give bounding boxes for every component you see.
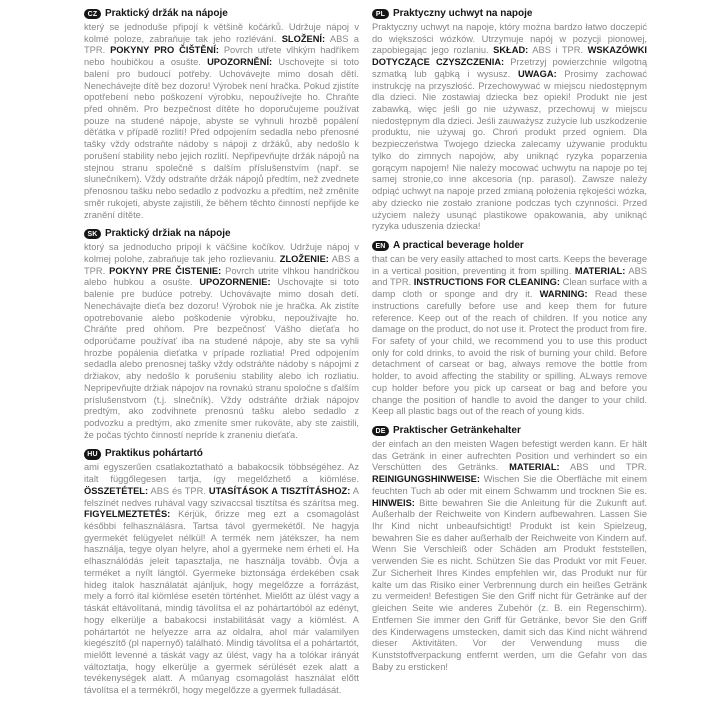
keyword-bold: POKYNY PRO ČIŠTĚNÍ: — [110, 45, 219, 56]
keyword-bold: SKŁAD: — [493, 45, 529, 56]
section-body — [372, 254, 647, 418]
language-badge: EN — [372, 241, 389, 252]
section-title: A practical beverage holder — [393, 239, 524, 251]
body-segment: Read these instructions carefully before use and keep them for future reference. Keep out of the reach of children. If you notice any damage on the product, do not use it. Protect the product from fire. For safety of your child, we recommend you to use this product only for cold drinks, to avoid the risk of burning your child. Before detachment of carseat or bag, always remove the bottle from holder, to avoid affecting the stability or spilling. ALways remove cup holder before you pick up carseat or bag and before you change the position of handle to avoid the danger to your child. Keep all plastic bags out of the reach of young kids. — [372, 289, 647, 417]
keyword-bold: REINIGUNGSHINWEISE: — [372, 474, 480, 485]
body-segment: Uschovajte si toto balenie pre budúce potreby. Uchovávajte mimo dosah detí. Nenechávajte dieťa bez dozoru! Výrobok nie je hračka. Ak zistíte opotrebovanie alebo poškodenie výrobku, nepoužívajte ho. Chráňte pred ohňom. Pre bezpečnosť Vášho dieťaťa ho odporúčame používať iba na studené nápoje, aby ste sa vyhli hrozbe popálenia dieťatka v prípade rozliatia! Pred odpojením sedadla alebo prenosnej tašky vždy odstráňte nádoby s nápojmi z držiakov, aby nedošlo k porušeniu stability alebo ich rozliatiu. Nepripevňujte držiak nápojov na rovnakú stranu spoločne s ďalším príslušenstvom (t.j. slnečník). Vždy odstráňte držiak nápojov predtým, ako zodvihnete prenosnú tašku alebo sedadlo z podvozku a predtým, ako zmeníte smer rukoväte, aby ste zaistili, že počas týchto činností nepríde k zraneniu dieťaťa. — [84, 277, 359, 440]
body-segment: Wischen Sie die Oberfläche mit einem feuchten Tuch ab oder mit einem Schwamm und trocknen Sie es. — [372, 474, 647, 496]
body-segment: Povrch utrite vlhkou handričkou alebo hubkou a osušte. — [84, 265, 359, 288]
section-title: Praktischer Getränkehalter — [393, 425, 521, 436]
section-body — [84, 242, 359, 441]
language-section-hu — [84, 448, 359, 696]
body-segment: Praktyczny uchwyt na napoje, który można bardzo łatwo doczepić do większości wózków. Utrzymuje napój w pozycji pionowej, zapobiegając jego rozlaniu. — [372, 22, 647, 56]
language-section-cz — [84, 8, 359, 221]
body-segment: ABS und TPR. — [559, 462, 647, 473]
keyword-bold: MATERIAL: — [574, 265, 626, 276]
section-heading — [84, 8, 359, 20]
keyword-bold: POKYNY PRE ČISTENIE: — [109, 265, 222, 276]
keyword-bold: HINWEIS: — [372, 497, 415, 508]
section-title: Praktický držák na nápoje — [105, 8, 228, 19]
section-body — [372, 439, 647, 673]
body-segment: Kérjük, őrizze meg ezt a csomagolást későbbi felhasználásra. Tartsa távol gyermekétől. Ne hagyja gyermekét felügyelet nélkül! A termék nem játékszer, ha nem használja, tegye olyan helyre, ahol a gyermeke nem érheti el. Ha elhasználódás jeleit tapasztalja, ne használja tovább. Óvja a terméket a nyílt lángtól. Gyermeke biztonsága érdekében csak hideg italok használatát ajánljuk, hogy megelőzze a forrázást, mely a forró ital kiömlése esetén történhet. Mielőtt az ülést vagy a táskát eltávolítaná, mindig távolítsa el az pohártartóból az edényt, hogy elkerülje a babakocsi instabilitását vagy a kiömlést. A pohártartót ne helyezze arra az oldalra, ahol már valamilyen kiegészítő (pl napernyő) található. Mindig távolítsa el a pohártartót, mielőtt levenné a táskát vagy az ülést, vagy ha a tolókar irányát változtatja, hogy elkerülje a gyermek sérülését ezek alatt a tevékenységek alatt. A műanyag csomagolást használat előtt távolítsa el a termékről, hogy megelőzze a gyermek fulladását. — [84, 509, 359, 696]
body-segment: that can be very easily attached to most carts. Keeps the beverage in a vertical position, preventing it from spilling. — [372, 253, 647, 276]
language-badge: CZ — [84, 9, 101, 20]
body-segment: A felszínét nedves ruhával vagy szivaccsal tisztítsa és szárítsa meg. — [84, 485, 359, 508]
keyword-bold: UWAGA: — [517, 68, 557, 79]
keyword-bold: ÖSSZETÉTEL: — [84, 485, 149, 496]
keyword-bold: UPOZORNENIE: — [199, 277, 271, 288]
section-body — [84, 462, 359, 696]
body-segment: Clean surface with a damp cloth or sponge and dry it. — [372, 277, 647, 300]
section-title: Praktikus pohártartó — [105, 448, 203, 460]
body-segment: ABS and TPR. — [372, 265, 647, 288]
language-badge: PL — [372, 9, 389, 20]
body-segment: ABS a TPR. — [84, 253, 359, 276]
language-badge: SK — [84, 229, 101, 240]
keyword-bold: WSKAZÓWKI DOTYCZĄCE CZYSZCZENIA: — [372, 45, 647, 68]
language-badge: DE — [372, 426, 389, 437]
keyword-bold: UPOZORNĚNÍ: — [207, 57, 273, 68]
body-segment: ABS a TPR. — [84, 33, 359, 56]
keyword-bold: ZLOŽENIE: — [279, 253, 329, 264]
keyword-bold: WARNING: — [539, 289, 588, 300]
section-title: Praktyczny uchwyt na napoje — [393, 8, 533, 19]
section-title: Praktický držiak na nápoje — [105, 228, 231, 240]
language-section-pl — [372, 8, 647, 233]
right-column — [372, 8, 647, 718]
body-segment: Przetrzyj powierzchnie wilgotną szmatką lub gąbką i wysusz. — [372, 57, 647, 79]
keyword-bold: FIGYELMEZTETÉS: — [84, 509, 171, 520]
section-body — [84, 22, 359, 221]
body-segment: Bitte bewahren Sie die Anleitung für die Zukunft auf. Außerhalb der Reichweite von Kindern aufbewahren. Lassen Sie Ihr Kind nicht unbeaufsichtigt! Produkt ist kein Spielzeug, bewahren Sie es daher außerhalb der Reichweite von Kindern auf. Wenn Sie Verschleiß oder Schäden am Produkt feststellen, verwenden Sie es nicht. Schützen Sie das Produkt vor mit Feuer. Zur Sicherheit Ihres Kindes empfehlen wir, das Produkt nur für kalte um das Risiko einer Verbrennung durch ein heißes Getränk zu vermeiden! Befestigen Sie den Griff nicht für Getränke auf der gleichen Seite wie anderes Zubehör (z. B. ein Regenschirm). Entfernen Sie immer den Griff für Getränke, bevor Sie den Griff des Kinderwagens umstecken, damit sich das Kind nicht während dieser Aktivitäten. Vor der Verwendung muss die Kunststoffverpackung entfernt werden, um die Gefahr von das Baby zu ersticken! — [372, 497, 647, 672]
body-segment: Uschovejte si toto balení pro budoucí potřeby. Uchovávejte mimo dosah dětí. Nenechávejte dítě bez dozoru! Výrobek není hračka. Pokud zjistíte opotřebení nebo poškození výrobku, nepoužívejte ho. Chraňte před ohněm. Pro bezpečnost dítěte ho doporučujeme používat pouze na studené nápoje, abyste se vyhnuli hrozbě popálení děťátka v případě rozlití! Před odpojením sedadla nebo přenosné tašky vždy odstraňte nádoby s nápoji z držáků, aby nedošlo k porušení stability nebo jejich rozlití. Nepřipevňujte držák nápojů na stejnou stranu společně s dalším příslušenstvím (např. se slunečníkem). Vždy odstraňte držák nápojů předtím, než zvednete přenosnou tašku nebo sedadlo z podvozku a předtím, než změníte směr rukojeti, abyste zajistili, že během těchto činností nepřijde ke zranění dítěte. — [84, 57, 359, 220]
body-segment: Povrch utřete vlhkým hadříkem nebo houbičkou a osušte. — [84, 45, 359, 68]
left-column — [84, 8, 359, 718]
body-segment: ABS i TPR. — [528, 45, 588, 56]
body-segment: který se jednoduše připojí k většině kočárků. Udržuje nápoj v kolmé poloze, zabraňuje tak jeho rozlévání. — [84, 22, 359, 44]
section-heading — [372, 240, 647, 252]
keyword-bold: INSTRUCTIONS FOR CLEANING: — [413, 277, 561, 288]
body-segment: Prosimy zachować instrukcję na przyszłość. Przechowywać w miejscu niedostępnym dla dzieci. Nie zostawiaj dziecka bez opieki! Produkt nie jest zabawką, więc jeśli go nie używasz, przechowuj w miejscu niedostępnym dla dzieci. Jeśli zauważysz zużycie lub uszkodzenie produktu, nie używaj go. Chroń produkt przed ogniem. Dla bezpieczeństwa Twojego dziecka zalecamy używanie produktu tylko do zimnych napojów, aby uniknąć ryzyka poparzenia gorącym napojem! Nie należy mocować uchwytu na napoje po tej samej stronie,co inne akcesoria (np. parasol). Zawsze należy odpiąć uchwyt na napoje przed zmianą położenia rękojeści wózka, aby dziecko nie zostało zranione podczas tych czynności. Przed użyciem należy usunąć plastikowe opakowania, aby uniknąć ryzyka uduszenia dziecka! — [372, 68, 647, 232]
body-segment: ktorý sa jednoducho pripojí k väčšine kočíkov. Udržuje nápoj v kolmej polohe, zabraňuje tak jeho rozlievaniu. — [84, 242, 359, 264]
section-heading — [372, 8, 647, 20]
section-heading — [84, 448, 359, 460]
section-heading — [84, 228, 359, 240]
keyword-bold: MATERIAL: — [509, 462, 560, 473]
language-section-en — [372, 240, 647, 418]
section-heading — [372, 425, 647, 437]
keyword-bold: UTASÍTÁSOK A TISZTÍTÁSHOZ: — [208, 485, 351, 496]
keyword-bold: SLOŽENÍ: — [281, 33, 326, 44]
language-badge: HU — [84, 449, 101, 460]
section-body — [372, 22, 647, 233]
body-segment: ABS és TPR. — [148, 485, 209, 496]
body-segment: der einfach an den meisten Wagen befestigt werden kann. Er hält das Getränk in einer aufrechten Position und verhindert so ein Verschütten des Getränks. — [372, 439, 647, 473]
body-segment: ami egyszerűen csatlakoztatható a babakocsik többségéhez. Az italt függőlegesen tartja, így megelőzhető a kiömlése. — [84, 462, 359, 485]
language-section-sk — [84, 228, 359, 441]
language-section-de — [372, 425, 647, 673]
